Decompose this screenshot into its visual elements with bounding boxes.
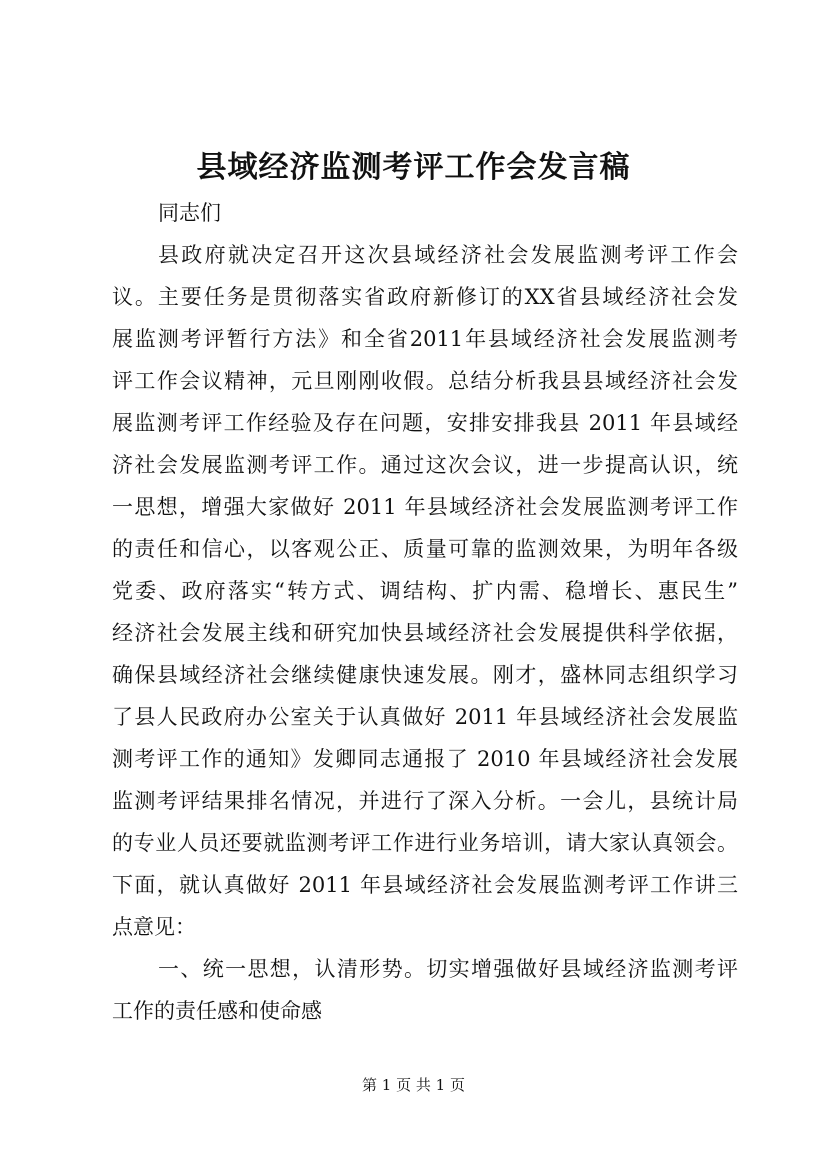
body-line: 监测考评结果排名情况，并进行了深入分析。一会儿，县统计局	[112, 789, 738, 813]
body-line: 评工作会议精神，元旦刚刚收假。总结分析我县县域经济社会发	[112, 369, 738, 393]
document-body	[112, 192, 738, 1032]
body-line: 的责任和信心，以客观公正、质量可靠的监测效果，为明年各级	[112, 537, 738, 561]
body-line: 党委、政府落实“转方式、调结构、扩内需、稳增长、惠民生”	[112, 579, 738, 603]
body-line: 下面，就认真做好 2011 年县域经济社会发展监测考评工作讲三	[112, 873, 738, 897]
body-line: 县政府就决定召开这次县域经济社会发展监测考评工作会	[158, 243, 738, 267]
body-line: 的专业人员还要就监测考评工作进行业务培训，请大家认真领会。	[112, 831, 738, 855]
body-line: 经济社会发展主线和研究加快县域经济社会发展提供科学依据，	[112, 621, 738, 645]
body-line: 议。主要任务是贯彻落实省政府新修订的XX省县域经济社会发	[112, 285, 738, 309]
body-line: 测考评工作的通知》发卿同志通报了 2010 年县域经济社会发展	[112, 747, 738, 771]
body-line: 一思想，增强大家做好 2011 年县域经济社会发展监测考评工作	[112, 495, 738, 519]
section-heading-line: 工作的责任感和使命感	[112, 999, 322, 1023]
body-line: 确保县域经济社会继续健康快速发展。刚才，盛林同志组织学习	[112, 663, 738, 687]
body-line: 了县人民政府办公室关于认真做好 2011 年县域经济社会发展监	[112, 705, 738, 729]
salutation-line: 同志们	[158, 201, 221, 225]
page-footer: 第 1 页 共 1 页	[362, 1076, 465, 1094]
body-line: 展监测考评暂行方法》和全省2011年县域经济社会发展监测考	[112, 327, 738, 351]
body-line: 展监测考评工作经验及存在问题，安排安排我县 2011 年县域经	[112, 411, 738, 435]
document-title: 县域经济监测考评工作会发言稿	[196, 150, 631, 185]
body-line: 点意见：	[112, 915, 196, 939]
body-line: 济社会发展监测考评工作。通过这次会议，进一步提高认识，统	[112, 453, 738, 477]
section-heading-line: 一、统一思想，认清形势。切实增强做好县域经济监测考评	[158, 957, 738, 981]
